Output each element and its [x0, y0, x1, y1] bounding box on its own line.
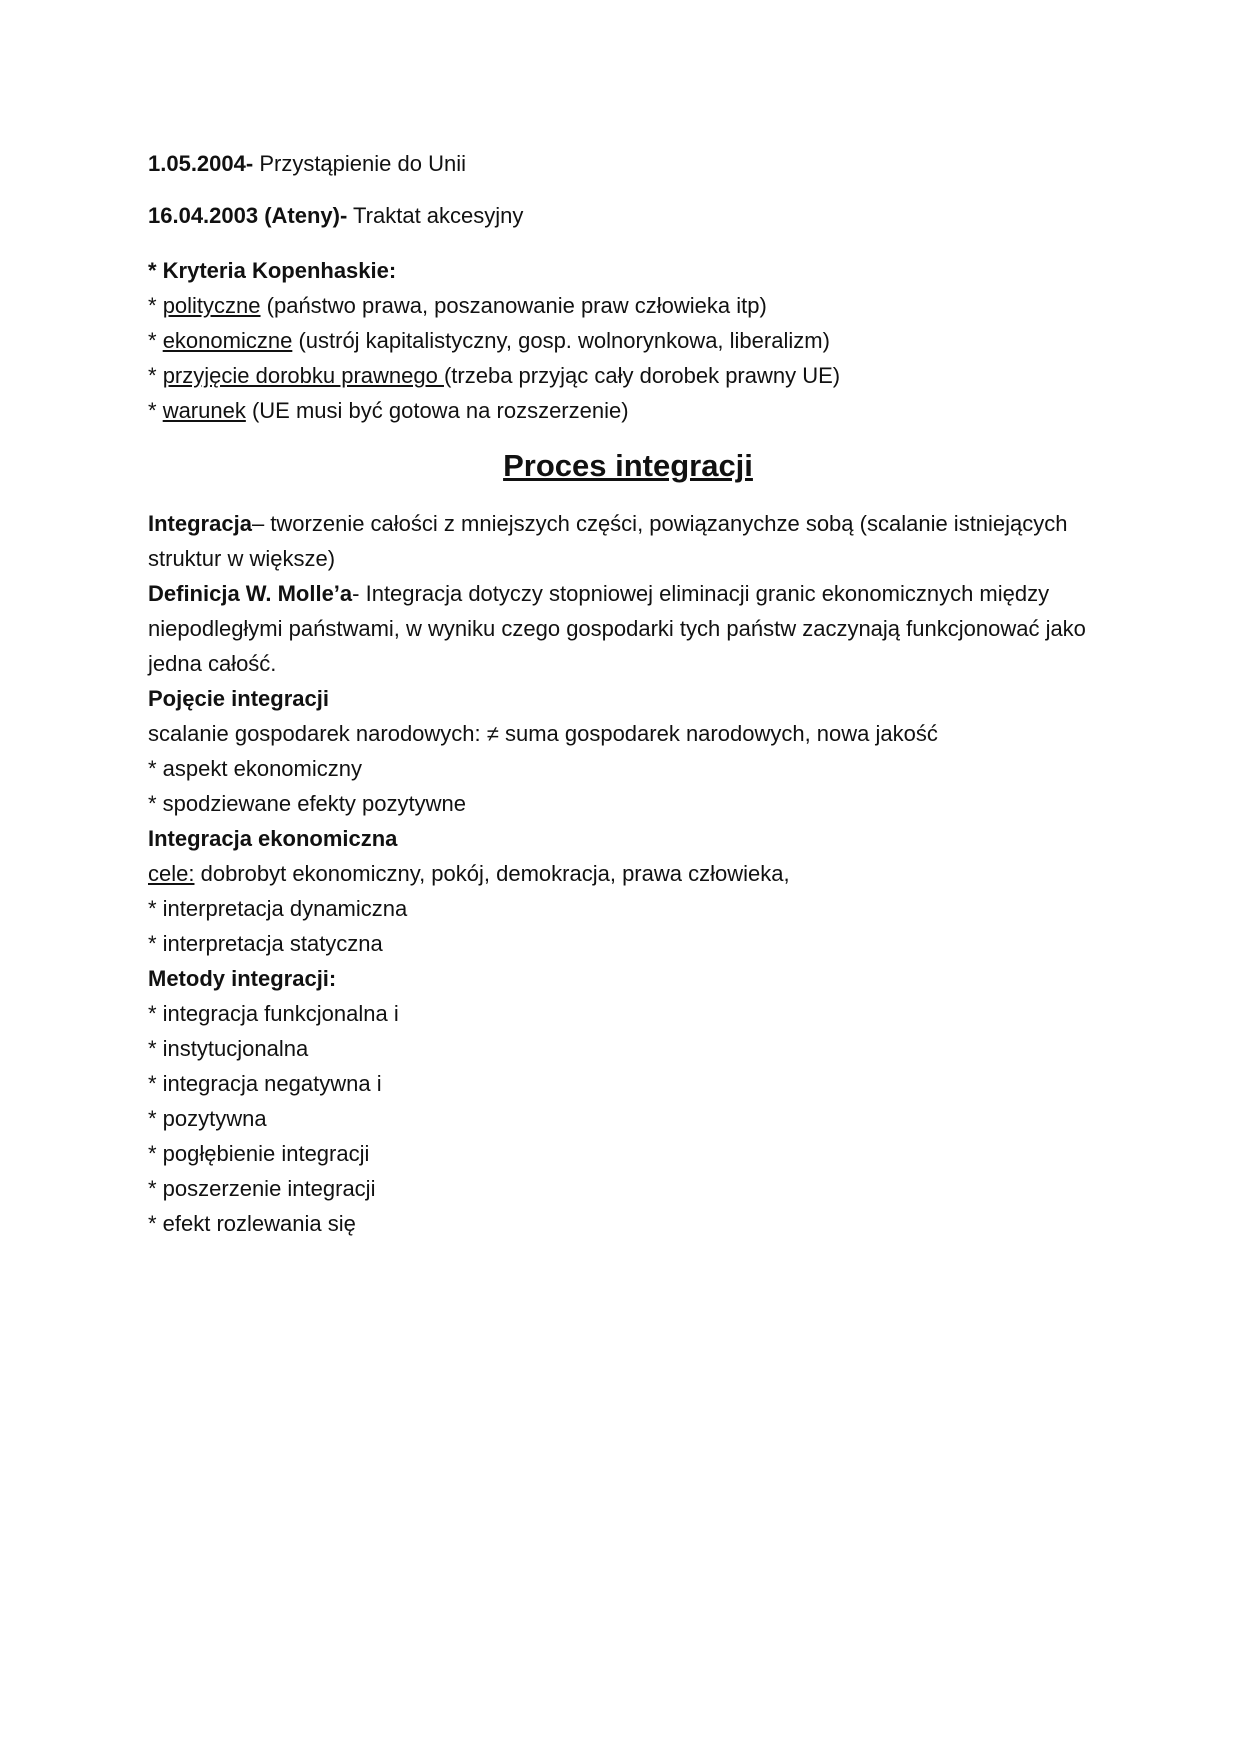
accession-date: 1.05.2004-	[148, 151, 254, 176]
criteria-item: * polityczne (państwo prawa, poszanowanie praw człowieka itp)	[148, 293, 767, 318]
treaty-text: Traktat akcesyjny	[347, 203, 524, 228]
pojecie-heading: Pojęcie integracji	[148, 686, 329, 711]
integracja-definition: Integracja– tworzenie całości z mniejszych części, powiązanychze sobą (scalanie istniejących struktur w większe)	[148, 511, 1068, 571]
treaty-date: 16.04.2003 (Ateny)-	[148, 203, 348, 228]
list-item: * pozytywna	[148, 1106, 267, 1131]
list-item: * efekt rozlewania się	[148, 1211, 356, 1236]
cele-line: cele: dobrobyt ekonomiczny, pokój, demokracja, prawa człowieka,	[148, 861, 790, 886]
list-item: * spodziewane efekty pozytywne	[148, 791, 466, 816]
list-item: * integracja negatywna i	[148, 1071, 382, 1096]
section-title: Proces integracji	[503, 448, 753, 483]
criteria-item: * warunek (UE musi być gotowa na rozszerzenie)	[148, 398, 629, 423]
accession-date-line	[148, 146, 1108, 181]
integracja-term: Integracja	[148, 511, 252, 536]
list-item: * pogłębienie integracji	[148, 1141, 370, 1166]
metody-heading: Metody integracji:	[148, 966, 337, 991]
molle-term: Definicja W. Molle’a	[148, 581, 353, 606]
list-item: * aspekt ekonomiczny	[148, 756, 362, 781]
criteria-heading: * Kryteria Kopenhaskie:	[148, 258, 397, 283]
treaty-date-line	[148, 198, 1108, 233]
list-item: * instytucjonalna	[148, 1036, 309, 1061]
list-item: * integracja funkcjonalna i	[148, 1001, 399, 1026]
list-item: * interpretacja statyczna	[148, 931, 383, 956]
ekonomiczna-heading: Integracja ekonomiczna	[148, 826, 398, 851]
criteria-item: * ekonomiczne (ustrój kapitalistyczny, gosp. wolnorynkowa, liberalizm)	[148, 328, 830, 353]
list-item: * interpretacja dynamiczna	[148, 896, 408, 921]
criteria-item: * przyjęcie dorobku prawnego (trzeba przyjąc cały dorobek prawny UE)	[148, 363, 841, 388]
list-item: * poszerzenie integracji	[148, 1176, 376, 1201]
accession-text: Przystąpienie do Unii	[253, 151, 466, 176]
pojecie-line: scalanie gospodarek narodowych: ≠ suma gospodarek narodowych, nowa jakość	[148, 721, 938, 746]
molle-definition: Definicja W. Molle’a- Integracja dotyczy stopniowej eliminacji granic ekonomicznych między niepodległymi państwami, w wyniku czego gospodarki tych państw zaczynają funkcjonować jako jedna całość.	[148, 581, 1086, 676]
document-content	[148, 146, 1108, 1241]
